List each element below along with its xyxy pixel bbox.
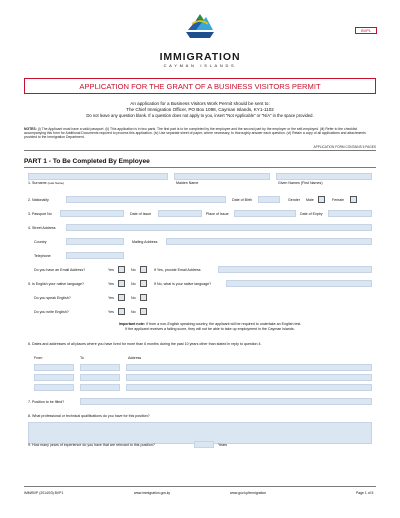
- address-field[interactable]: [126, 384, 372, 391]
- q8-label: 8. What professional or technical qualifications do you have for this position?: [28, 414, 150, 418]
- male-label: Male: [306, 198, 314, 202]
- write-yes-label: Yes: [108, 310, 114, 314]
- q6-label: 6. Dates and addresses of all places where you have lived for more than 6 months during the past 10 years other than stated in reply to question 4.: [28, 342, 262, 346]
- to-field[interactable]: [80, 364, 120, 371]
- date-expiry-label: Date of Expiry: [300, 212, 323, 216]
- logo-subtitle: CAYMAN ISLANDS: [163, 63, 237, 68]
- footer-website-2[interactable]: www.gov.ky/immigration: [230, 491, 267, 495]
- write-yes-checkbox[interactable]: [118, 308, 125, 315]
- divider: [24, 167, 376, 168]
- divider: [24, 150, 376, 151]
- native-language-label: If No, what is your native language?: [154, 282, 212, 286]
- mailing-address-field[interactable]: [166, 238, 372, 245]
- date-expiry-field[interactable]: [328, 210, 372, 217]
- notes-label: NOTES:: [24, 127, 37, 131]
- email-yes-checkbox[interactable]: [118, 266, 125, 273]
- place-issue-field[interactable]: [234, 210, 296, 217]
- native-yes-label: Yes: [108, 282, 114, 286]
- speak-english-question: Do you speak English?: [34, 296, 71, 300]
- important-note: [60, 322, 360, 332]
- street-address-label: 4. Street Address: [28, 226, 56, 230]
- nationality-field[interactable]: [66, 196, 226, 203]
- to-field[interactable]: [80, 384, 120, 391]
- footer-website-1[interactable]: www.immigration.gov.ky: [134, 491, 171, 495]
- email-no-checkbox[interactable]: [140, 266, 147, 273]
- date-issue-label: Date of Issue: [130, 212, 152, 216]
- nationality-label: 2. Nationality: [28, 198, 49, 202]
- maiden-name-label: Maiden Name: [176, 181, 199, 185]
- place-issue-label: Place of Issue: [206, 212, 229, 216]
- intro-line-3: Do not leave any question blank. If a question does not apply to you, insert "Not Applicable" or "N/A" in the space provided.: [86, 113, 314, 118]
- gender-label: Gender: [288, 198, 300, 202]
- from-field[interactable]: [34, 374, 74, 381]
- passport-label: 3. Passport No: [28, 212, 52, 216]
- from-header: From: [34, 356, 43, 360]
- to-header: To: [80, 356, 84, 360]
- notes-block: [24, 127, 376, 139]
- address-field[interactable]: [126, 364, 372, 371]
- surname-field[interactable]: [28, 173, 168, 180]
- footer-page-number: Page 1 of 5: [356, 491, 374, 495]
- from-field[interactable]: [34, 384, 74, 391]
- page-count-note: APPLICATION FORM CONTAINS 5 PAGES: [313, 145, 376, 149]
- female-checkbox[interactable]: [350, 196, 357, 203]
- logo-wordmark: IMMIGRATION: [159, 51, 241, 63]
- footer-divider: [24, 486, 376, 487]
- dob-label: Date of Birth: [232, 198, 252, 202]
- given-names-field[interactable]: [276, 173, 372, 180]
- email-field[interactable]: [218, 266, 372, 273]
- part-1-heading: PART 1 - To Be Completed By Employee: [24, 158, 150, 165]
- native-no-checkbox[interactable]: [140, 280, 147, 287]
- native-no-label: No: [131, 282, 136, 286]
- native-language-field[interactable]: [226, 280, 372, 287]
- position-field[interactable]: [80, 398, 372, 405]
- experience-years-field[interactable]: [194, 441, 214, 448]
- telephone-label: Telephone: [34, 254, 51, 258]
- important-label: Important note:: [118, 322, 146, 326]
- speak-no-label: No: [131, 296, 136, 300]
- male-checkbox[interactable]: [318, 196, 325, 203]
- address-header: Address: [128, 356, 142, 360]
- given-names-label: Given Names (First Names): [278, 181, 323, 185]
- english-native-question: 5. Is English your native language?: [28, 282, 84, 286]
- important-text: If from a non-English speaking country, the applicant will be required to undertake an English test.: [146, 322, 302, 326]
- speak-yes-label: Yes: [108, 296, 114, 300]
- address-field[interactable]: [126, 374, 372, 381]
- email-if-yes-label: If Yes, provide Email Address: [154, 268, 201, 272]
- write-no-label: No: [131, 310, 136, 314]
- passport-field[interactable]: [60, 210, 124, 217]
- form-title: APPLICATION FOR THE GRANT OF A BUSINESS VISITORS PERMIT: [24, 78, 376, 94]
- surname-label: 1. Surname (Last Name): [28, 181, 65, 185]
- maiden-name-field[interactable]: [174, 173, 270, 180]
- country-label: Country: [34, 240, 47, 244]
- speak-no-checkbox[interactable]: [140, 294, 147, 301]
- email-yes-label: Yes: [108, 268, 114, 272]
- street-address-field[interactable]: [66, 224, 372, 231]
- female-label: Female: [332, 198, 344, 202]
- to-field[interactable]: [80, 374, 120, 381]
- years-label: Years: [218, 443, 228, 447]
- important-text-2: If the applicant receives a failing score, they will not be able to take up employment in the Cayman Islands.: [125, 327, 295, 331]
- q7-label: 7. Position to be filled?: [28, 400, 65, 404]
- email-question: Do you have an Email Address?: [34, 268, 86, 272]
- date-issue-field[interactable]: [158, 210, 202, 217]
- write-no-checkbox[interactable]: [140, 308, 147, 315]
- notes-text: (i) The Applicant must have a valid passport. (ii) This application is in two parts. The first part is to be completed by the employee and the second part by the employer or the self-employed. (iii) Refer to the checklist accompanying this form for Additional Documents required to process this application. (iv) Use separate sheet of paper, where necessary, to thoroughly answer each question. (vi) Retain a copy of all applications and attachments provided to the Immigration Department.: [24, 127, 366, 140]
- speak-yes-checkbox[interactable]: [118, 294, 125, 301]
- dob-field[interactable]: [258, 196, 280, 203]
- write-english-question: Do you write English?: [34, 310, 69, 314]
- native-yes-checkbox[interactable]: [118, 280, 125, 287]
- intro-line-2: The Chief Immigration Officer, PO Box 1098, Cayman Islands, KY1-1102: [126, 107, 274, 112]
- mailing-address-label: Mailing Address: [132, 240, 158, 244]
- telephone-field[interactable]: [66, 252, 124, 259]
- q9-label: 9. How many years of experience do you have that are relevant to this position?: [28, 443, 155, 447]
- email-no-label: No: [131, 268, 136, 272]
- country-field[interactable]: [66, 238, 124, 245]
- form-code-badge: BVP1: [355, 27, 377, 34]
- intro-line-1: An application for a Business Visitors Work Permit should be sent to:: [130, 101, 270, 106]
- footer-form-code: IMM/BVP (2014/03) BVP1: [24, 491, 64, 495]
- from-field[interactable]: [34, 364, 74, 371]
